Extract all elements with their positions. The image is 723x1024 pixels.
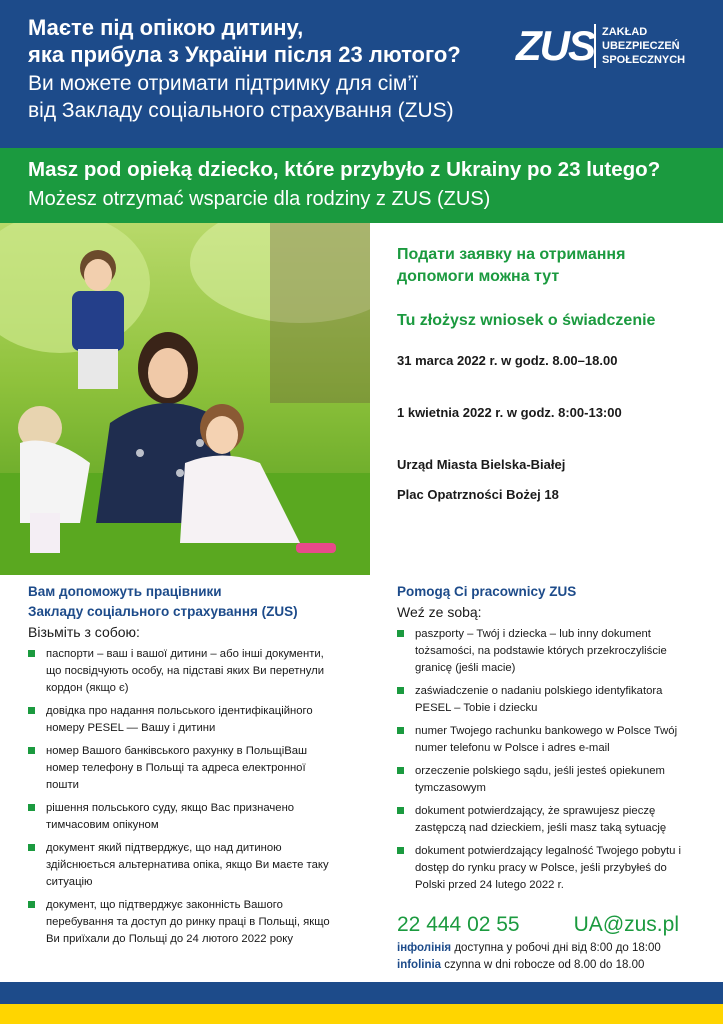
- zus-logo: [516, 22, 706, 72]
- hotline-pl: [397, 957, 707, 973]
- square-bullet-icon: [28, 804, 35, 811]
- list-item-text: dokument potwierdzający legalność Twojego pobytu i dostęp do rynku pracy w Polsce, jeśli przybyłeś do Polski przed 24 lutego 2022 r.: [415, 845, 682, 891]
- list-item: [28, 800, 338, 834]
- hotline-ua-label: інфолінія: [397, 942, 452, 954]
- header-pl-title: Masz pod opieką dziecko, które przybyło z Ukrainy po 23 lutego?: [28, 158, 661, 181]
- application-heading-pl: Tu złożysz wniosek o świadczenie: [397, 312, 656, 329]
- date-1: 31 marca 2022 r. w godz. 8.00–18.00: [397, 353, 618, 368]
- square-bullet-icon: [397, 767, 404, 774]
- list-item-text: рішення польського суду, якщо Вас призначено тимчасовим опікуном: [46, 802, 295, 831]
- contact-row: [397, 912, 687, 938]
- square-bullet-icon: [397, 687, 404, 694]
- hotline-ua: [397, 940, 707, 956]
- hotline-ua-text: доступна у робочі дні від 8:00 до 18:00: [451, 942, 661, 954]
- list-item-text: документ який підтверджує, що над дитиною здійснюється альтернатива опіка, якщо Ви маєте таку ситуацію: [46, 842, 329, 888]
- helpers-heading-ua: [28, 582, 338, 622]
- header-ukrainian: [0, 0, 723, 148]
- list-item: [28, 743, 338, 794]
- zus-org-line1: ZAKŁAD: [602, 26, 648, 38]
- header-ua-subtitle: [28, 70, 528, 124]
- application-heading-ua-line1: Подати заявку на отримання: [397, 246, 626, 263]
- list-item-text: dokument potwierdzający, że sprawujesz pieczę zastępczą nad dzieckiem, jeśli masz taką sytuację: [415, 805, 667, 834]
- zus-logo-divider: [594, 24, 596, 68]
- square-bullet-icon: [28, 707, 35, 714]
- square-bullet-icon: [397, 727, 404, 734]
- hotline-pl-text: czynna w dni robocze od 8.00 do 18.00: [441, 959, 645, 971]
- hotline-pl-label: infolinia: [397, 959, 442, 971]
- bullet-list-pl: [397, 626, 697, 894]
- email-link[interactable]: UA@zus.pl: [573, 913, 679, 936]
- application-heading-ua: [397, 244, 707, 288]
- header-ua-sub-line1: Ви можете отримати підтримку для сім’ї: [28, 72, 418, 95]
- documents-list-ua: [28, 582, 338, 954]
- list-item: [28, 840, 338, 891]
- square-bullet-icon: [28, 844, 35, 851]
- zus-org-line3: SPOŁECZNYCH: [602, 54, 686, 66]
- list-item-text: paszporty – Twój i dziecka – lub inny dokument tożsamości, na podstawie których przekroczyliście granicę (jeśli macie): [415, 628, 667, 674]
- take-with-you-ua: Візьміть з собою:: [28, 624, 140, 640]
- phone-number[interactable]: 22 444 02 55: [397, 913, 520, 936]
- list-item-text: orzeczenie polskiego sądu, jeśli jesteś opiekunem tymczasowym: [415, 765, 665, 794]
- list-item-text: паспорти – ваш і вашої дитини – або інші документи, що посвідчують особу, на підставі яких Ви перетнули кордон (якщо є): [46, 648, 325, 694]
- documents-list-pl: [397, 582, 697, 900]
- list-item: [397, 763, 697, 797]
- family-photo: [0, 223, 370, 575]
- header-pl-subtitle: Możesz otrzymać wsparcie dla rodziny z ZUS (ZUS): [28, 188, 491, 210]
- list-item: [397, 683, 697, 717]
- list-item-text: zaświadczenie o nadaniu polskiego identyfikatora PESEL – Tobie i dziecku: [415, 685, 663, 714]
- address-line2: Plac Opatrzności Bożej 18: [397, 487, 559, 502]
- zus-logo-mark: ZUS: [516, 22, 594, 69]
- helpers-heading-pl: Pomogą Ci pracownicy ZUS: [397, 584, 577, 599]
- zus-logo-org-name: [602, 25, 685, 67]
- helpers-heading-ua-line2: Закладу соціального страхування (ZUS): [28, 604, 298, 619]
- application-info: [397, 244, 707, 504]
- header-ua-sub-line2: від Закладу соціального страхування (ZUS): [28, 99, 454, 122]
- header-polish: [0, 148, 723, 223]
- list-item: [28, 703, 338, 737]
- address-line1: Urząd Miasta Bielska-Białej: [397, 457, 566, 472]
- list-item: [397, 626, 697, 677]
- square-bullet-icon: [28, 747, 35, 754]
- application-heading-ua-line2: допомоги можна тут: [397, 268, 560, 285]
- list-item-text: номер Вашого банківського рахунку в ПольщіВаш номер телефону в Польщі та адреса електронної пошти: [46, 745, 308, 791]
- list-item: [397, 803, 697, 837]
- take-with-you-pl: Weź ze sobą:: [397, 604, 482, 620]
- family-photo-illustration: [0, 223, 370, 575]
- header-ua-title: [28, 14, 518, 68]
- list-item-text: numer Twojego rachunku bankowego w Polsce Twój numer telefonu w Polsce i adres e-mail: [415, 725, 678, 754]
- list-item: [397, 843, 697, 894]
- square-bullet-icon: [28, 650, 35, 657]
- list-item-text: довідка про надання польського ідентифікаційного номеру PESEL — Вашу і дитини: [46, 705, 313, 734]
- zus-org-line2: UBEZPIECZEŃ: [602, 40, 680, 52]
- list-item: [28, 646, 338, 697]
- date-2: 1 kwietnia 2022 r. w godz. 8:00-13:00: [397, 405, 622, 420]
- list-item-text: документ, що підтверджує законність Вашого перебування та доступ до ринку праці в Польщі, якщо Ви приїхали до Польщі до 24 лютого 2022 року: [46, 899, 330, 945]
- square-bullet-icon: [397, 847, 404, 854]
- header-ua-title-line2: яка прибула з України після 23 лютого?: [28, 42, 461, 67]
- square-bullet-icon: [397, 630, 404, 637]
- list-item: [397, 723, 697, 757]
- square-bullet-icon: [28, 901, 35, 908]
- list-item: [28, 897, 338, 948]
- bullet-list-ua: [28, 646, 338, 948]
- header-ua-title-line1: Маєте під опікою дитину,: [28, 15, 304, 40]
- flag-stripe-yellow: [0, 1004, 723, 1024]
- helpers-heading-ua-line1: Вам допоможуть працівники: [28, 584, 222, 599]
- square-bullet-icon: [397, 807, 404, 814]
- flag-stripe-blue: [0, 982, 723, 1004]
